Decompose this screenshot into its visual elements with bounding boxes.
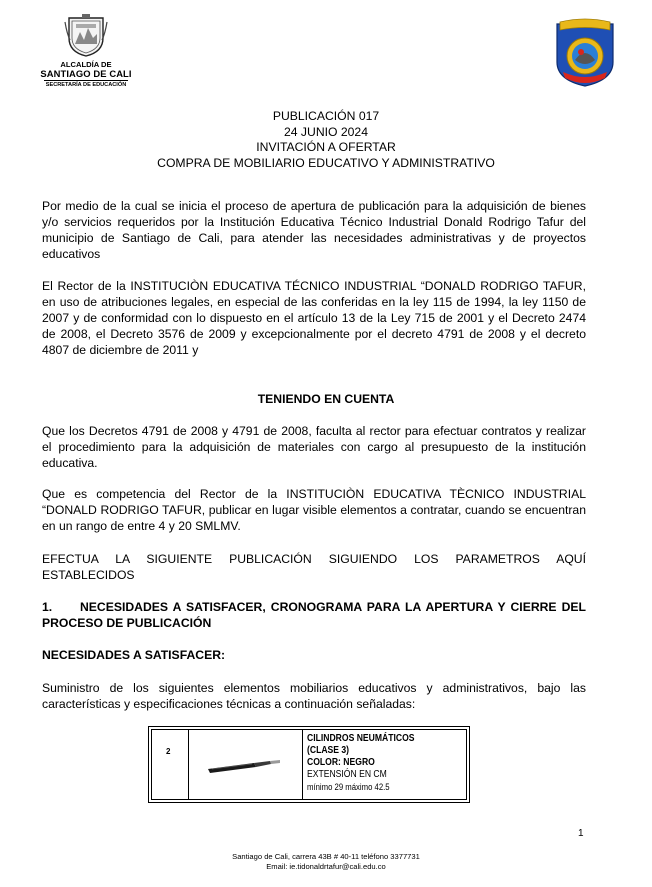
intro-paragraph: Por medio de la cual se inicia el proceso de apertura de publicación para la adquisición de bienes y/o servicios requeridos por la Institución Educativa Técnico Industrial Donald Rodrigo Tafur del municipio de Santiago de Cali, para atender las necesidades administrativas y de proyectos educativos <box>42 199 586 261</box>
item-extension: EXTENSIÓN EN CM <box>307 769 387 780</box>
coat-of-arms-icon <box>63 14 109 58</box>
logo-line-alcaldia: ALCALDÍA DE <box>60 60 112 69</box>
item-range: mínimo 29 máximo 42.5 <box>307 782 390 792</box>
teniendo-heading: TENIENDO EN CUENTA <box>257 392 395 406</box>
section-heading <box>42 600 586 632</box>
efectua-paragraph: EFECTUA LA SIGUIENTE PUBLICACIÓN SIGUIENDO LOS PARAMETROS AQUÍ ESTABLECIDOS <box>42 552 586 582</box>
item-number: 2 <box>166 747 171 756</box>
logo-line-santiago: SANTIAGO DE CALI <box>40 68 132 79</box>
rector-paragraph: El Rector de la INSTITUCIÒN EDUCATIVA TÉCNICO INDUSTRIAL “DONALD RODRIGO TAFUR, en uso de atribuciones legales, en especial de las conferidas en la ley 115 de 1994, la ley 1150 de 2007 y de conformidad con lo dispuesto en el artículo 13 de la Ley 715 de 2001 y el Decreto 2474 de 2008, el Decreto 3576 de 2009 y excepcionalmente por el decreto 4791 de 2008 y el decreto 4807 de diciembre de 2011 y <box>42 279 586 357</box>
section-number: 1. <box>42 600 53 614</box>
necesidades-subheading: NECESIDADES A SATISFACER: <box>42 648 226 662</box>
invitation-title: INVITACIÓN A OFERTAR <box>256 140 396 155</box>
footer-address: Santiago de Cali, carrera 43B # 40-11 teléfono 3377731 <box>232 852 420 861</box>
logo-divider <box>44 80 128 81</box>
table-divider <box>188 730 189 799</box>
table-row <box>151 729 467 800</box>
pneumatic-cylinder-icon <box>204 756 284 776</box>
section-title: NECESIDADES A SATISFACER, CRONOGRAMA PARA LA APERTURA Y CIERRE DEL PROCESO DE PUBLICACIÓN <box>42 600 586 630</box>
items-table <box>148 726 470 803</box>
publication-number: PUBLICACIÓN 017 <box>272 109 380 123</box>
item-name: CILINDROS NEUMÁTICOS <box>307 733 415 744</box>
item-class: (CLASE 3) <box>307 745 350 756</box>
table-divider <box>302 730 303 799</box>
publication-date: 24 JUNIO 2024 <box>283 124 368 139</box>
alcaldia-logo <box>38 14 134 89</box>
purchase-title: COMPRA DE MOBILIARIO EDUCATIVO Y ADMINISTRATIVO <box>157 155 495 170</box>
suministro-paragraph: Suministro de los siguientes elementos mobiliarios educativos y administrativos, bajo las características y especificaciones técnicas a continuación señaladas: <box>42 681 586 711</box>
logo-line-secretaria: SECRETARÍA DE EDUCACIÓN <box>45 82 127 88</box>
competencia-paragraph: Que es competencia del Rector de la INSTITUCIÒN EDUCATIVA TÈCNICO INDUSTRIAL “DONALD RODRIGO TAFUR, publicar en lugar visible elementos a contratar, cuando se encuentran en un rango de entre 4 y 20 SMLMV. <box>42 487 586 533</box>
item-color: COLOR: NEGRO <box>307 757 375 768</box>
school-crest-icon <box>553 18 617 88</box>
page-number: 1 <box>578 828 584 839</box>
footer-email: Email: ie.tidonaldrtafur@cali.edu.co <box>266 862 386 871</box>
title-block <box>0 109 652 171</box>
footer <box>0 852 652 872</box>
decretos-paragraph: Que los Decretos 4791 de 2008 y 4791 de 2008, faculta al rector para efectuar contratos y realizar el procedimiento para la adquisición de materiales con cargo al presupuesto de la institución educativa. <box>42 424 586 470</box>
item-description <box>307 733 445 793</box>
